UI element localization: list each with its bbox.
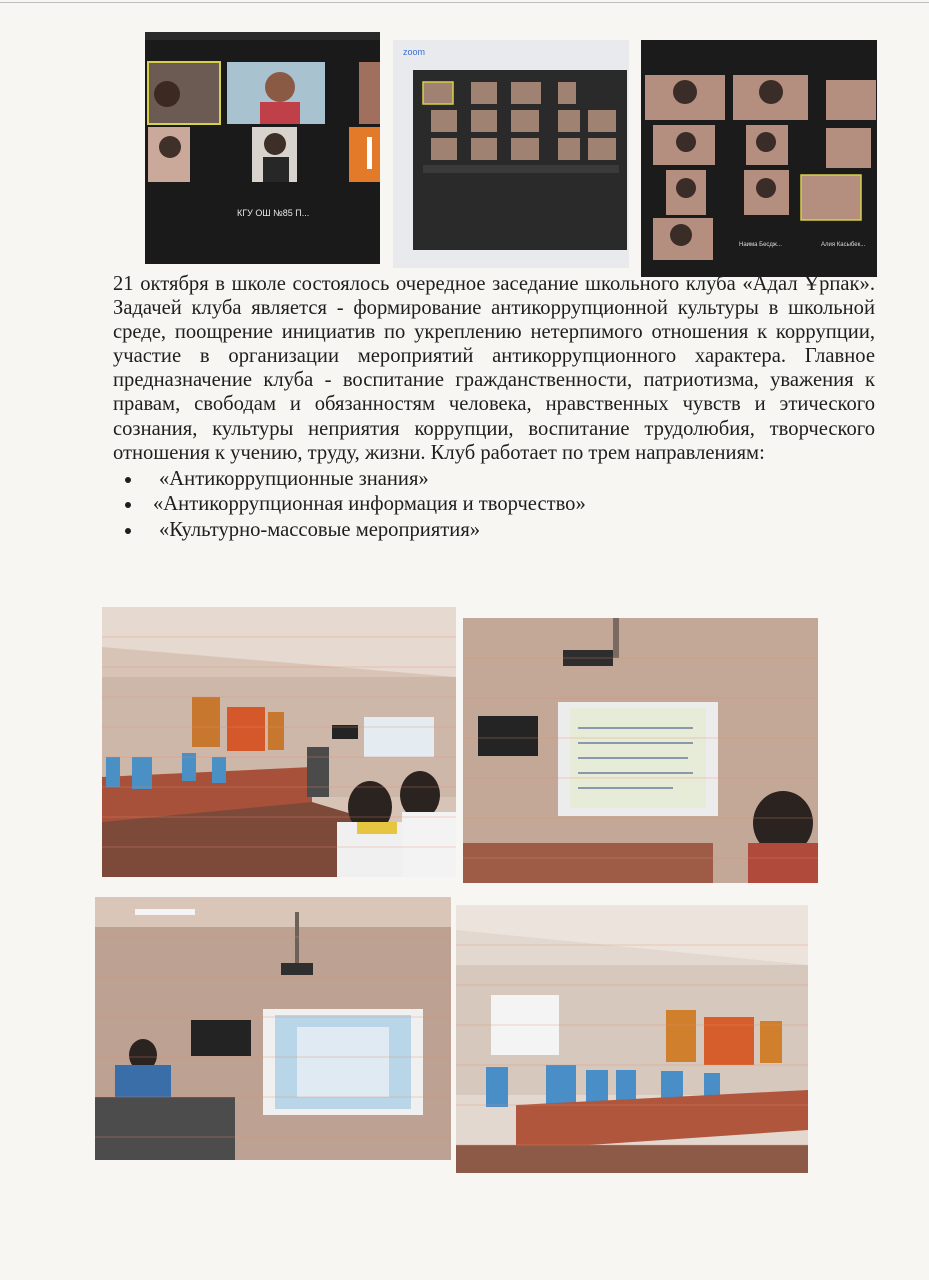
bullet-icon (125, 477, 131, 483)
directions-list (113, 467, 875, 544)
zoom-photo-1 (145, 32, 380, 264)
classroom-photo-3 (95, 897, 451, 1160)
scan-edge-line (0, 2, 929, 3)
direction-item (113, 492, 875, 518)
zoom-3-name-1: Наима Бесдж... (739, 242, 782, 248)
zoom-3-name-2: Алия Касыбек... (821, 242, 866, 248)
direction-item (113, 467, 875, 493)
direction-label: «Антикоррупционные знания» (159, 467, 429, 490)
classroom-photo-1 (102, 607, 456, 877)
bullet-icon (125, 528, 131, 534)
zoom-2-logo: zoom (403, 47, 426, 57)
direction-item (113, 518, 875, 544)
zoom-1-caption: КГУ ОШ №85 П... (237, 208, 310, 218)
zoom-photo-3 (641, 40, 877, 277)
classroom-photo-2 (463, 618, 818, 883)
direction-label: «Культурно-массовые мероприятия» (159, 518, 481, 541)
bullet-icon (125, 502, 131, 508)
zoom-photo-2 (393, 40, 629, 268)
classroom-photo-4 (456, 905, 808, 1173)
article-text (113, 272, 875, 543)
article-paragraph: 21 октября в школе состоялось очередное заседание школьного клуба «Адал Ұрпак». Задачей клуба является - формирование антикоррупционной культуры в школьной среде, поощрение инициатив по укреплению нетерпимого отношения к коррупции, участие в организации мероприятий антикоррупционного характера. Главное предназначение клуба - воспитание гражданственности, патриотизма, уважения к правам, свободам и обязанностям человека, нравственных чувств и этического сознания, культуры неприятия коррупции, воспитание трудолюбия, творческого отношения к учению, труду, жизни. Клуб работает по трем направлениям: (113, 273, 875, 464)
direction-label: «Антикоррупционная информация и творчество» (153, 493, 586, 516)
